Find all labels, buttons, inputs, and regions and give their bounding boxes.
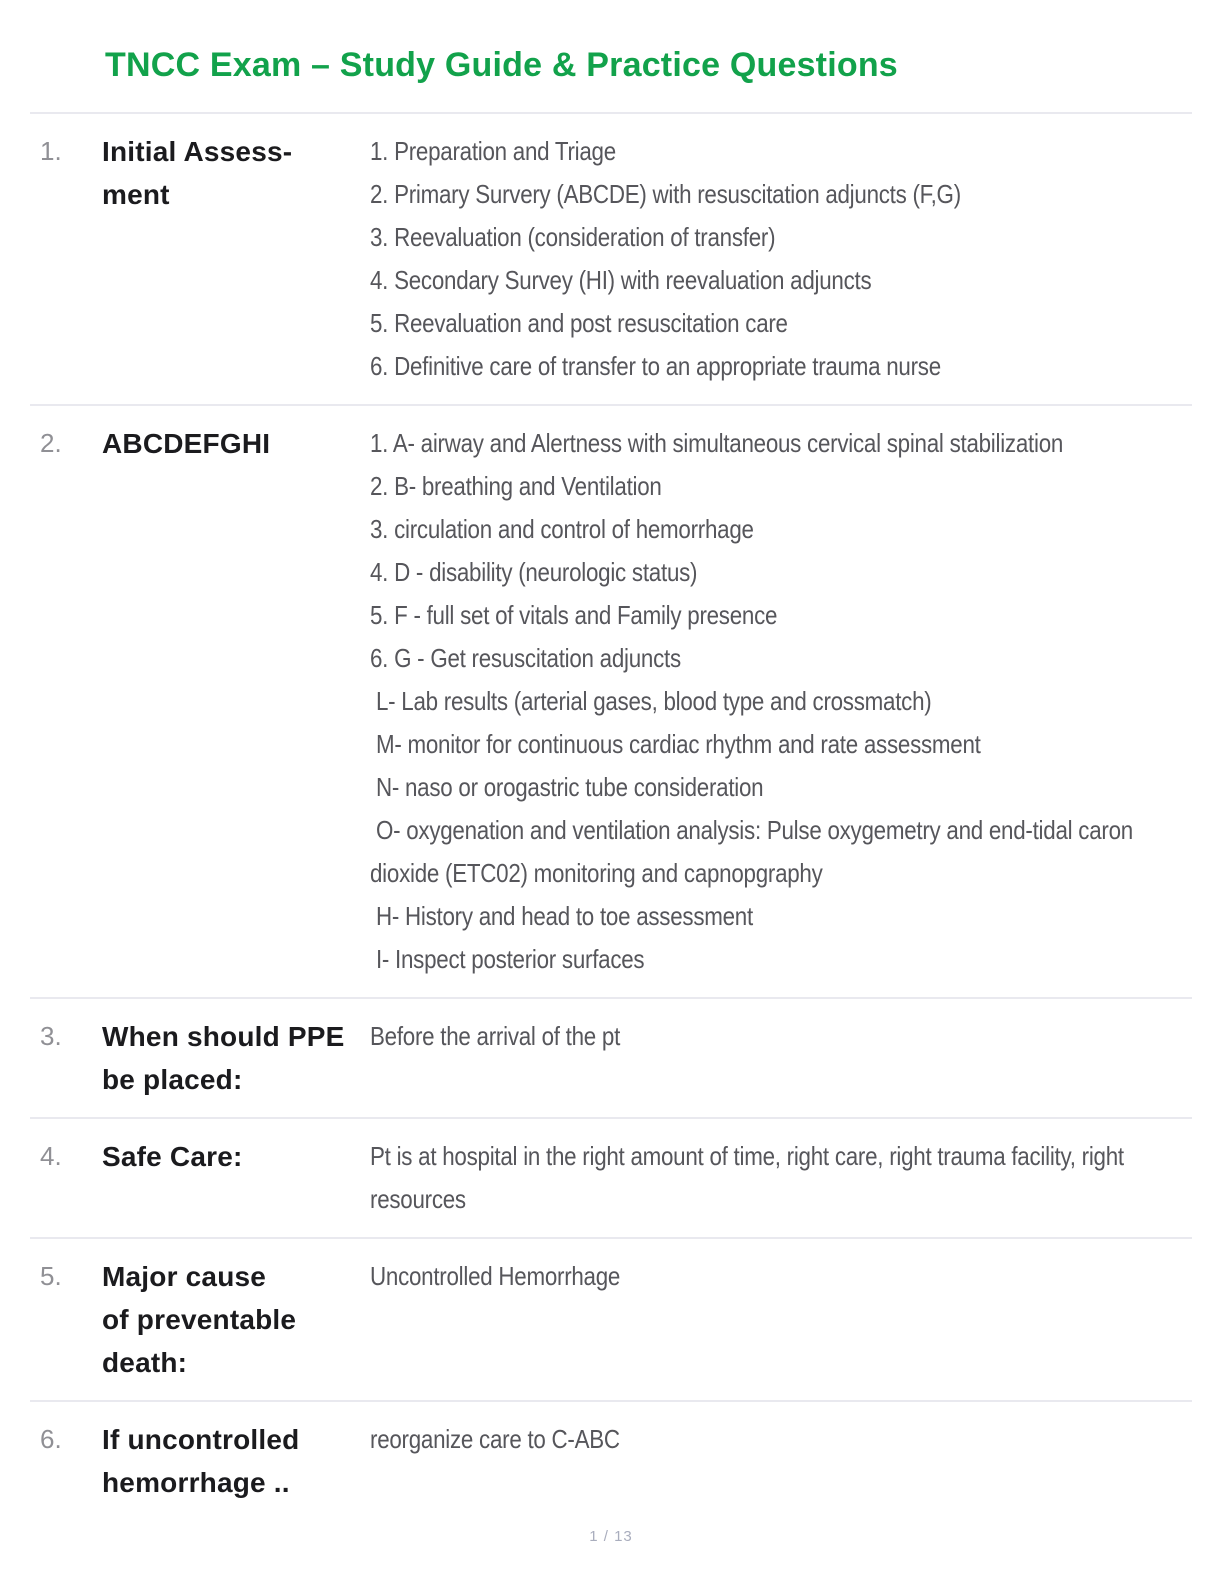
answer-text <box>370 1418 1077 1504</box>
qa-row-6 <box>30 1402 1192 1520</box>
text-line: hemorrhage .. <box>102 1467 290 1498</box>
text-line: O- oxygenation and ventilation analysis: Pulse oxygemetry and end-tidal caron <box>370 815 1133 845</box>
text-line: be placed: <box>102 1064 243 1095</box>
text-line: 1. A- airway and Alertness with simultaneous cervical spinal stabilization <box>370 428 1064 458</box>
qa-row-4 <box>30 1119 1192 1237</box>
qa-row-5 <box>30 1239 1192 1400</box>
text-line: Initial Assess- <box>102 136 293 167</box>
qa-row-1 <box>30 114 1192 404</box>
text-line: 6. G - Get resuscitation adjuncts <box>370 643 681 673</box>
question-text <box>102 130 370 388</box>
question-text <box>102 1015 370 1101</box>
text-line: Major cause <box>102 1261 267 1292</box>
question-text <box>102 1418 370 1504</box>
text-line: Uncontrolled Hemorrhage <box>370 1261 621 1291</box>
row-number: 3. <box>40 1021 62 1051</box>
row-number: 5. <box>40 1261 62 1291</box>
text-line: reorganize care to C-ABC <box>370 1424 620 1454</box>
question-text <box>102 1135 370 1221</box>
answer-text <box>370 1015 1077 1101</box>
text-line: 5. Reevaluation and post resuscitation care <box>370 308 788 338</box>
text-line: ment <box>102 179 170 210</box>
text-line: Before the arrival of the pt <box>370 1021 621 1051</box>
qa-row-3 <box>30 999 1192 1117</box>
answer-text <box>370 422 1133 981</box>
page-number: 1 / 13 <box>589 1528 633 1545</box>
text-line: When should PPE <box>102 1021 345 1052</box>
row-number: 4. <box>40 1141 62 1171</box>
text-line: H- History and head to toe assessment <box>370 901 753 931</box>
row-number: 2. <box>40 428 62 458</box>
question-text <box>102 422 370 981</box>
answer-text <box>370 1135 1124 1221</box>
text-line: I- Inspect posterior surfaces <box>370 944 645 974</box>
text-line: resources <box>370 1184 466 1214</box>
qa-row-2 <box>30 406 1192 997</box>
text-line: death: <box>102 1347 188 1378</box>
text-line: N- naso or orogastric tube consideration <box>370 772 764 802</box>
row-number: 1. <box>40 136 62 166</box>
text-line: 4. D - disability (neurologic status) <box>370 557 698 587</box>
text-line: 2. B- breathing and Ventilation <box>370 471 662 501</box>
text-line: 5. F - full set of vitals and Family presence <box>370 600 778 630</box>
text-line: dioxide (ETC02) monitoring and capnopgraphy <box>370 858 823 888</box>
text-line: 3. circulation and control of hemorrhage <box>370 514 754 544</box>
question-text <box>102 1255 370 1384</box>
text-line: If uncontrolled <box>102 1424 300 1455</box>
text-line: ABCDEFGHI <box>102 428 271 459</box>
text-line: 1. Preparation and Triage <box>370 136 616 166</box>
text-line: Safe Care: <box>102 1141 243 1172</box>
text-line: L- Lab results (arterial gases, blood type and crossmatch) <box>370 686 932 716</box>
row-number: 6. <box>40 1424 62 1454</box>
answer-text <box>370 1255 1077 1384</box>
text-line: Pt is at hospital in the right amount of time, right care, right trauma facility, right <box>370 1141 1124 1171</box>
text-line: 6. Definitive care of transfer to an appropriate trauma nurse <box>370 351 941 381</box>
page-title: TNCC Exam – Study Guide & Practice Questions <box>105 46 898 84</box>
text-line: 4. Secondary Survey (HI) with reevaluation adjuncts <box>370 265 872 295</box>
text-line: 3. Reevaluation (consideration of transfer) <box>370 222 776 252</box>
text-line: 2. Primary Survery (ABCDE) with resuscitation adjuncts (F,G) <box>370 179 961 209</box>
answer-text <box>370 130 1077 388</box>
text-line: M- monitor for continuous cardiac rhythm and rate assessment <box>370 729 981 759</box>
text-line: of preventable <box>102 1304 297 1335</box>
